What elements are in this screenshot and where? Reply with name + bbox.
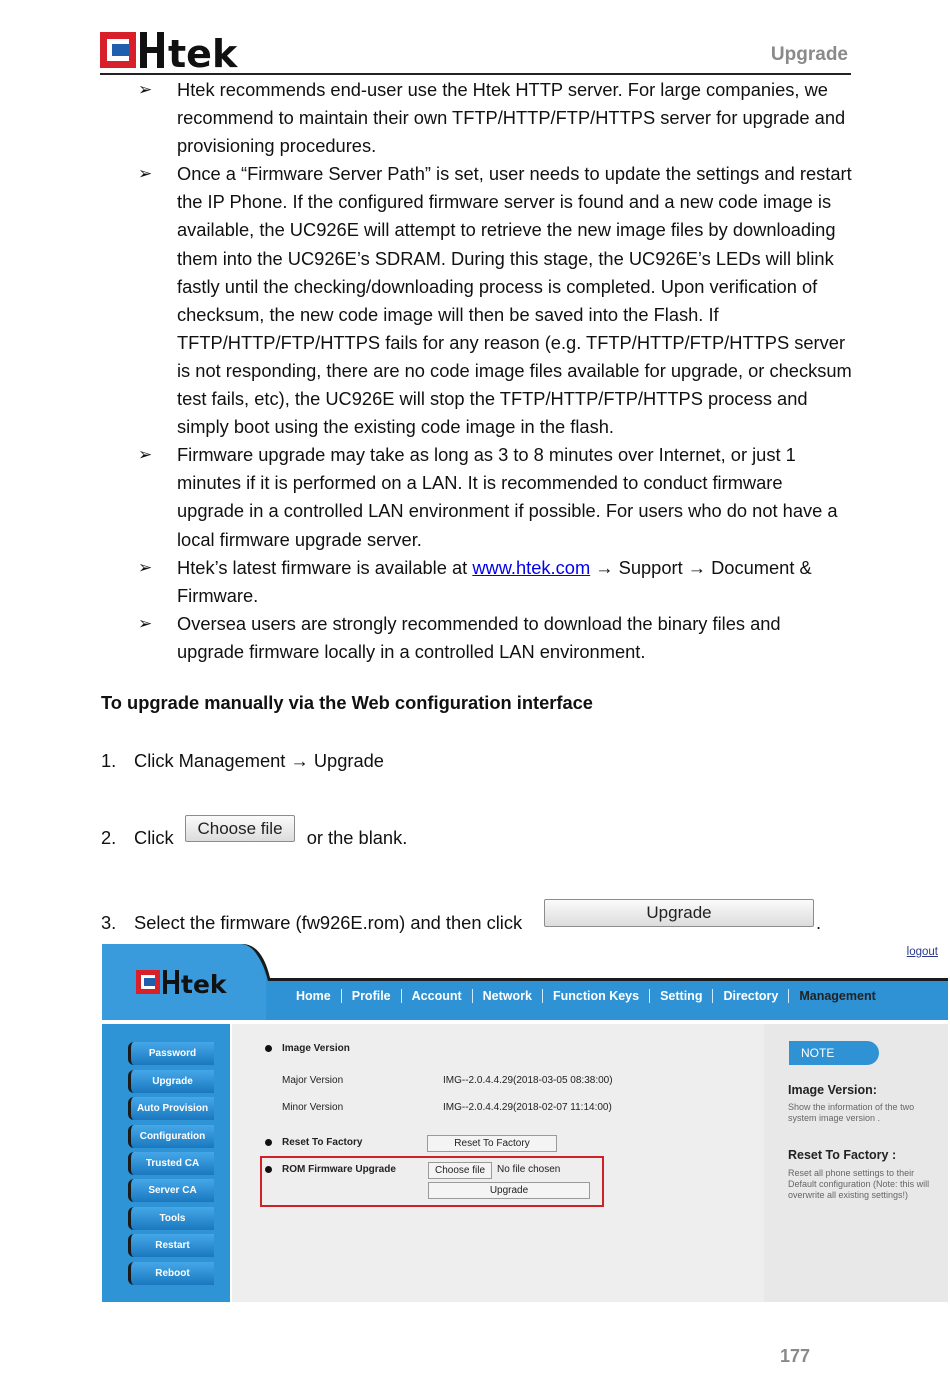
upgrade-button[interactable]: Upgrade xyxy=(428,1182,590,1199)
section-heading: To upgrade manually via the Web configuration interface xyxy=(101,692,593,713)
step-text: or the blank. xyxy=(306,827,408,848)
note-reset-text: Reset all phone settings to their Default configuration (Note: this will overwrite all existing settings!) xyxy=(788,1168,930,1200)
step-number: 1. xyxy=(101,750,117,771)
bullet-text: → Support → Document & Firmware. xyxy=(177,556,812,606)
choose-file-button[interactable]: Choose file xyxy=(428,1162,492,1179)
arrow-bullet-icon: ➢ xyxy=(138,80,153,99)
minor-version-value: IMG--2.0.4.4.29(2018-02-07 11:14:00) xyxy=(443,1102,612,1113)
upgrade-button-image: Upgrade xyxy=(544,899,814,927)
sidebar-item-password[interactable]: Password xyxy=(128,1042,214,1065)
step-text: Select the firmware (fw926E.rom) and then click xyxy=(134,912,523,933)
bullet-item xyxy=(100,76,852,160)
reset-factory-button[interactable]: Reset To Factory xyxy=(427,1135,557,1152)
bullet-item xyxy=(100,441,852,553)
sidebar-item-trusted-ca[interactable]: Trusted CA xyxy=(128,1152,214,1175)
web-sidebar xyxy=(102,1024,230,1302)
nav-account[interactable]: Account xyxy=(402,989,473,1003)
minor-version-label: Minor Version xyxy=(282,1102,344,1113)
no-file-chosen-text: No file chosen xyxy=(497,1164,561,1175)
bullet-text: Oversea users are strongly recommended to download the binary files and upgrade firmware locally in a controlled LAN environment. xyxy=(177,612,781,662)
image-version-title: Image Version xyxy=(282,1043,350,1054)
bullet-text: Htek’s latest firmware is available at xyxy=(177,556,473,578)
web-htek-logo xyxy=(136,968,242,996)
bullet-dot-icon xyxy=(265,1045,272,1052)
nav-function-keys[interactable]: Function Keys xyxy=(543,989,650,1003)
nav-management[interactable]: Management xyxy=(799,989,876,1003)
web-top-nav xyxy=(286,984,886,1008)
nav-setting[interactable]: Setting xyxy=(650,989,713,1003)
logo-text: tek xyxy=(168,32,238,70)
nav-directory[interactable]: Directory xyxy=(713,989,789,1003)
sidebar-item-restart[interactable]: Restart xyxy=(128,1234,214,1257)
bullet-dot-icon xyxy=(265,1166,272,1173)
web-ui-screenshot xyxy=(102,944,948,1302)
arrow-bullet-icon: ➢ xyxy=(138,557,153,577)
step-text: . xyxy=(816,912,822,933)
bullet-dot-icon xyxy=(265,1139,272,1146)
major-version-label: Major Version xyxy=(282,1075,344,1086)
page-number: 177 xyxy=(780,1346,811,1366)
web-note-panel xyxy=(764,1024,948,1302)
note-tab: NOTE xyxy=(789,1041,879,1065)
htek-logo xyxy=(100,30,265,70)
sidebar-item-auto-provision[interactable]: Auto Provision xyxy=(128,1097,214,1120)
sidebar-item-configuration[interactable]: Configuration xyxy=(128,1125,214,1148)
nav-home[interactable]: Home xyxy=(286,989,342,1003)
logout-link[interactable]: logout xyxy=(906,946,938,958)
header-section-title: Upgrade xyxy=(770,44,848,65)
sidebar-item-reboot[interactable]: Reboot xyxy=(128,1262,214,1285)
bullet-text: Once a “Firmware Server Path” is set, user needs to update the settings and restart the IP Phone. If the configured firmware server is found and a new code image is available, the UC926E will attempt to retrieve the new image files by downloading them into the UC926E’s SDRAM. During this stage, the UC926E’s LEDs will blink fastly until the checking/downloading process is completed. Upon verification of checksum, the new code image will then be saved into the Flash. If TFTP/HTTP/FTP/HTTPS fails for any reason (e.g. TFTP/HTTP/FTP/HTTPS server is not responding, there are no code image files available for upgrade, or checksum test fails, etc), the UC926E will stop the TFTP/HTTP/FTP/HTTPS process and simply boot using the existing code image in the flash. xyxy=(177,163,852,438)
choose-file-button-image: Choose file xyxy=(185,815,295,842)
bullet-text: Firmware upgrade may take as long as 3 to 8 minutes over Internet, or just 1 minutes if it is performed on a LAN. It is recommended to conduct firmware upgrade in a controlled LAN environment if possible. For users who do not have a local firmware upgrade server. xyxy=(177,444,838,550)
bullet-text: Htek recommends end-user use the Htek HTTP server. For large companies, we recommend to maintain their own TFTP/HTTP/FTP/HTTPS server for upgrade and provisioning procedures. xyxy=(177,79,846,157)
step-text: Click Management → Upgrade xyxy=(134,750,384,771)
step-3 xyxy=(101,911,522,935)
major-version-value: IMG--2.0.4.4.29(2018-03-05 08:38:00) xyxy=(443,1075,613,1086)
bullet-item xyxy=(100,160,852,441)
sidebar-item-tools[interactable]: Tools xyxy=(128,1207,214,1230)
sidebar-item-upgrade[interactable]: Upgrade xyxy=(128,1070,214,1093)
arrow-bullet-icon: ➢ xyxy=(138,164,153,184)
bullet-item xyxy=(100,610,852,666)
step-number: 2. xyxy=(101,827,117,848)
step-number: 3. xyxy=(101,912,117,933)
step-1 xyxy=(101,749,384,773)
svg-text:tek: tek xyxy=(181,970,227,996)
nav-network[interactable]: Network xyxy=(473,989,543,1003)
rom-upgrade-label: ROM Firmware Upgrade xyxy=(282,1164,396,1175)
note-image-version-text: Show the information of the two system image version . xyxy=(788,1102,915,1123)
bullet-item xyxy=(100,554,852,610)
step-text: Click xyxy=(134,827,174,848)
arrow-bullet-icon: ➢ xyxy=(138,445,153,465)
reset-factory-label: Reset To Factory xyxy=(282,1137,363,1148)
note-reset-title: Reset To Factory : xyxy=(788,1148,897,1162)
arrow-bullet-icon: ➢ xyxy=(138,613,153,633)
note-image-version-title: Image Version: xyxy=(788,1083,877,1097)
nav-profile[interactable]: Profile xyxy=(342,989,402,1003)
htek-website-link[interactable]: www.htek.com xyxy=(472,556,591,578)
bullet-list xyxy=(100,76,852,666)
header-divider xyxy=(100,73,851,75)
sidebar-item-server-ca[interactable]: Server CA xyxy=(128,1179,214,1202)
